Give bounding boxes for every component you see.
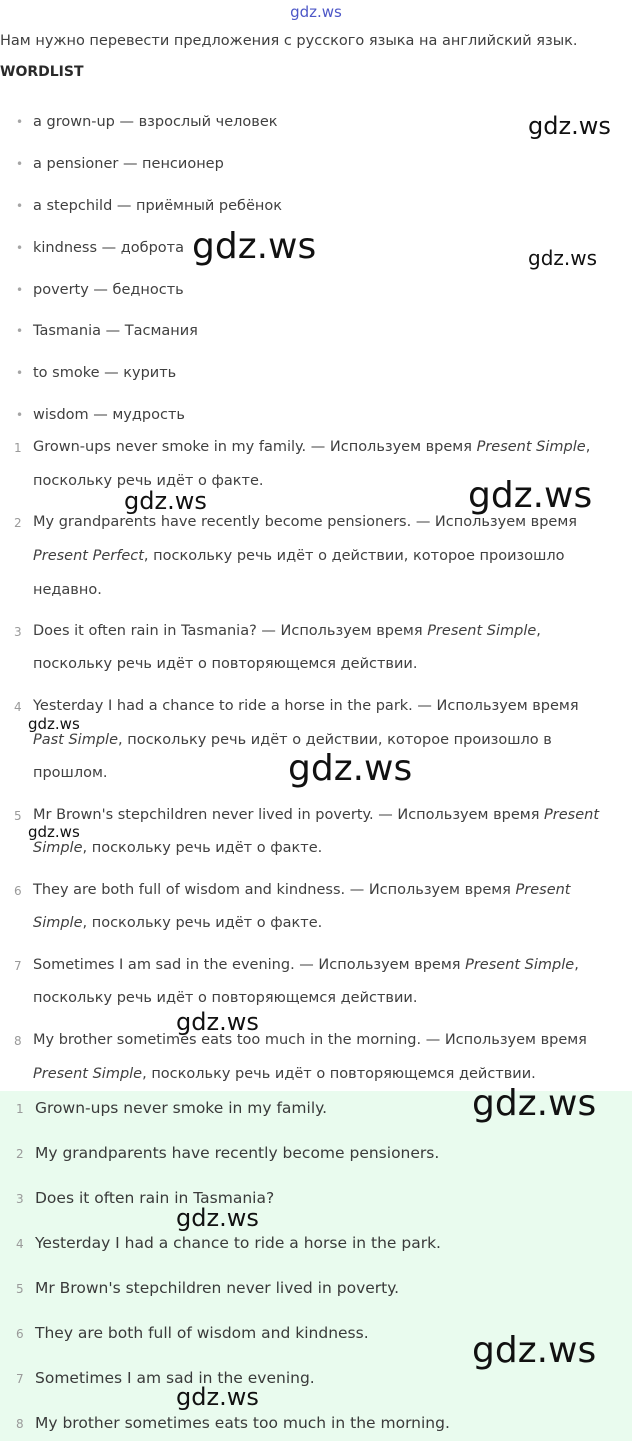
explanation-text: поскольку речь идёт о факте. xyxy=(33,473,264,489)
explanation-text: Does it often rain in Tasmania? — Используем время xyxy=(33,623,428,639)
explanation-line xyxy=(33,840,322,856)
explanation-line xyxy=(33,548,565,564)
explanation-line xyxy=(33,915,322,931)
tense-name: Past Simple xyxy=(33,732,118,748)
explanation-text: прошлом. xyxy=(33,765,108,781)
explanation-text: , поскольку речь идёт о действии, которое произошло в xyxy=(118,732,552,748)
explanation-text: They are both full of wisdom and kindness. — Используем время xyxy=(33,882,516,898)
watermark: gdz.ws xyxy=(192,226,317,267)
item-number: 3 xyxy=(14,625,22,639)
answer-sentence: Yesterday I had a chance to ride a horse in the park. xyxy=(35,1234,441,1252)
wordlist-item: poverty — бедность xyxy=(33,282,184,298)
explanation-text: My grandparents have recently become pensioners. — Используем время xyxy=(33,514,577,530)
explanation-text: , xyxy=(536,623,541,639)
explanation-text: , xyxy=(585,439,591,455)
explanation-line xyxy=(33,698,579,714)
explanation-text: , поскольку речь идёт о факте. xyxy=(82,840,323,856)
tense-name: Simple xyxy=(33,915,83,931)
answer-sentence: My grandparents have recently become pensioners. xyxy=(35,1144,440,1162)
explanation-line xyxy=(33,765,108,781)
explanation-text: Sometimes I am sad in the evening. — Используем время xyxy=(33,957,466,973)
explanation-line xyxy=(33,1032,587,1048)
wordlist-item: Tasmania — Тасмания xyxy=(33,323,198,339)
answer-sentence: Sometimes I am sad in the evening. xyxy=(35,1369,315,1387)
item-number: 2 xyxy=(14,516,22,530)
explanation-line xyxy=(33,990,417,1006)
wordlist-item: wisdom — мудрость xyxy=(33,407,185,423)
wordlist-item: to smoke — курить xyxy=(33,365,177,381)
answer-sentence: They are both full of wisdom and kindness. xyxy=(35,1324,369,1342)
answer-sentence: My brother sometimes eats too much in the morning. xyxy=(35,1414,450,1432)
answer-number: 6 xyxy=(16,1327,24,1341)
answer-sentence: Grown-ups never smoke in my family. xyxy=(35,1099,328,1117)
watermark: gdz.ws xyxy=(28,823,80,841)
answer-number: 8 xyxy=(16,1417,24,1431)
bullet-dot: • xyxy=(16,241,24,255)
explanation-text: недавно. xyxy=(33,582,102,598)
explanation-text: Mr Brown's stepchildren never lived in poverty. — Используем время xyxy=(33,807,545,823)
answer-number: 4 xyxy=(16,1237,24,1251)
bullet-dot: • xyxy=(16,199,24,213)
watermark: gdz.ws xyxy=(528,112,611,140)
explanation-line xyxy=(33,1066,536,1082)
explanation-text: Yesterday I had a chance to ride a horse in the park. — Используем время xyxy=(33,698,579,714)
watermark: gdz.ws xyxy=(176,1008,259,1036)
watermark: gdz.ws xyxy=(176,1383,259,1411)
wordlist-item: kindness — доброта xyxy=(33,240,185,256)
tense-name: Present Simple xyxy=(465,957,575,973)
bullet-dot: • xyxy=(16,157,24,171)
explanation-text: Grown-ups never smoke in my family. — Используем время xyxy=(33,439,477,455)
bullet-dot: • xyxy=(16,283,24,297)
explanation-text: My brother sometimes eats too much in the morning. — Используем время xyxy=(33,1032,587,1048)
tense-name: Present xyxy=(515,882,571,898)
explanation-line xyxy=(33,514,577,530)
answer-number: 1 xyxy=(16,1102,24,1116)
item-number: 8 xyxy=(14,1034,22,1048)
explanation-text: поскольку речь идёт о повторяющемся действии. xyxy=(33,990,418,1006)
wordlist-heading: WORDLIST xyxy=(0,64,84,80)
explanation-line xyxy=(33,882,571,898)
wordlist-item: a grown-up — взрослый человек xyxy=(33,114,278,130)
bullet-dot: • xyxy=(16,324,24,338)
tense-name: Present Simple xyxy=(476,439,586,455)
item-number: 5 xyxy=(14,809,22,823)
bullet-dot: • xyxy=(16,408,24,422)
answer-number: 3 xyxy=(16,1192,24,1206)
explanation-text: , поскольку речь идёт о повторяющемся действии. xyxy=(142,1066,536,1082)
explanation-line xyxy=(33,807,599,823)
tense-name: Simple xyxy=(33,840,83,856)
item-number: 7 xyxy=(14,959,22,973)
explanation-line xyxy=(33,439,590,455)
explanation-line xyxy=(33,732,552,748)
watermark: gdz.ws xyxy=(528,246,598,270)
answer-sentence: Mr Brown's stepchildren never lived in poverty. xyxy=(35,1279,400,1297)
explanation-text: , xyxy=(574,957,579,973)
explanation-line xyxy=(33,656,417,672)
explanation-text: , поскольку речь идёт о действии, которое произошло xyxy=(143,548,565,564)
answer-number: 5 xyxy=(16,1282,24,1296)
watermark: gdz.ws xyxy=(472,1083,597,1124)
answer-number: 7 xyxy=(16,1372,24,1386)
bullet-dot: • xyxy=(16,366,24,380)
explanation-text: поскольку речь идёт о повторяющемся действии. xyxy=(33,656,418,672)
wordlist-item: a stepchild — приёмный ребёнок xyxy=(33,198,283,214)
watermark: gdz.ws xyxy=(472,1330,597,1371)
watermark: gdz.ws xyxy=(468,475,593,516)
answer-sentence: Does it often rain in Tasmania? xyxy=(35,1189,275,1207)
explanation-line xyxy=(33,957,579,973)
watermark: gdz.ws xyxy=(28,715,80,733)
watermark: gdz.ws xyxy=(288,748,413,789)
explanation-line xyxy=(33,623,541,639)
watermark: gdz.ws xyxy=(124,487,207,515)
tense-name: Present xyxy=(544,807,600,823)
site-header-link[interactable]: gdz.ws xyxy=(290,3,342,21)
watermark: gdz.ws xyxy=(176,1204,259,1232)
bullet-dot: • xyxy=(16,115,24,129)
tense-name: Present Simple xyxy=(33,1066,143,1082)
item-number: 6 xyxy=(14,884,22,898)
explanation-text: , поскольку речь идёт о факте. xyxy=(82,915,323,931)
tense-name: Present Perfect xyxy=(33,548,144,564)
answer-number: 2 xyxy=(16,1147,24,1161)
tense-name: Present Simple xyxy=(427,623,537,639)
explanation-line xyxy=(33,582,102,598)
item-number: 1 xyxy=(14,441,22,455)
wordlist-item: a pensioner — пенсионер xyxy=(33,156,224,172)
item-number: 4 xyxy=(14,700,22,714)
task-intro: Нам нужно перевести предложения с русского языка на английский язык. xyxy=(0,33,578,49)
